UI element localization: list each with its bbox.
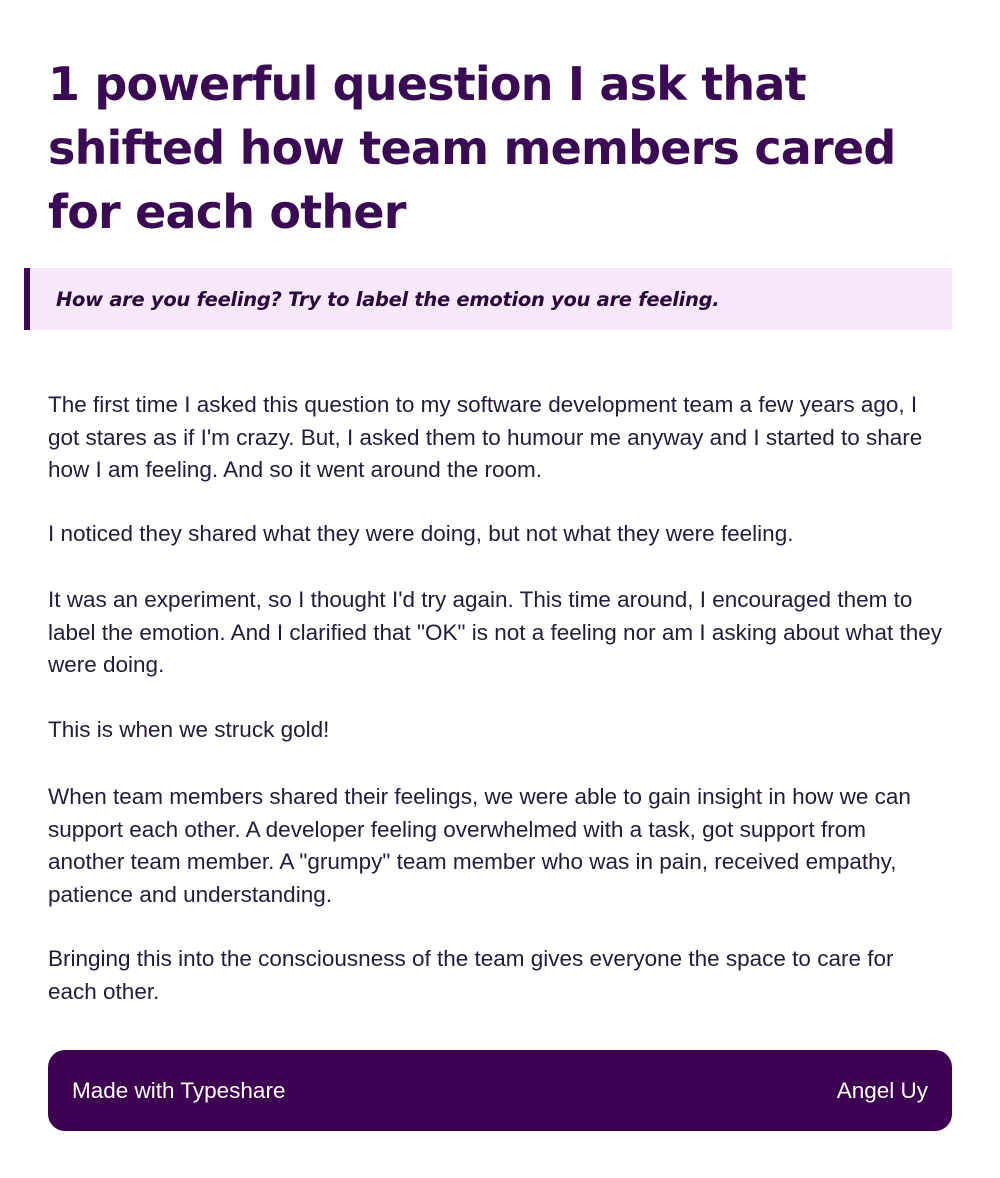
callout-quote — [24, 268, 952, 330]
callout-text: How are you feeling? Try to label the emotion you are feeling. — [56, 287, 720, 311]
author-name: Angel Uy — [836, 1077, 928, 1103]
paragraph-6: Bringing this into the consciousness of the team gives everyone the space to care for each other. — [48, 946, 894, 1004]
paragraph-1: The first time I asked this question to my software development team a few years ago, I got stares as if I'm crazy. But, I asked them to humour me anyway and I started to share how I am feeling. And so it went around the room. — [48, 392, 923, 482]
paragraph-2: I noticed they shared what they were doing, but not what they were feeling. — [48, 521, 794, 546]
paragraph-3: It was an experiment, so I thought I'd try again. This time around, I encouraged them to label the emotion. And I clarified that "OK" is not a feeling nor am I asking about what they were doing. — [48, 587, 942, 677]
paragraph-4: This is when we struck gold! — [48, 717, 330, 742]
footer-bar — [48, 1050, 952, 1131]
article-title: 1 powerful question I ask that shifted how team members cared for each other — [48, 57, 896, 239]
made-with-label: Made with Typeshare — [72, 1077, 286, 1103]
paragraph-5: When team members shared their feelings, we were able to gain insight in how we can support each other. A developer feeling overwhelmed with a task, got support from another team member. A "grumpy" team member who was in pain, received empathy, patience and understanding. — [48, 784, 911, 907]
